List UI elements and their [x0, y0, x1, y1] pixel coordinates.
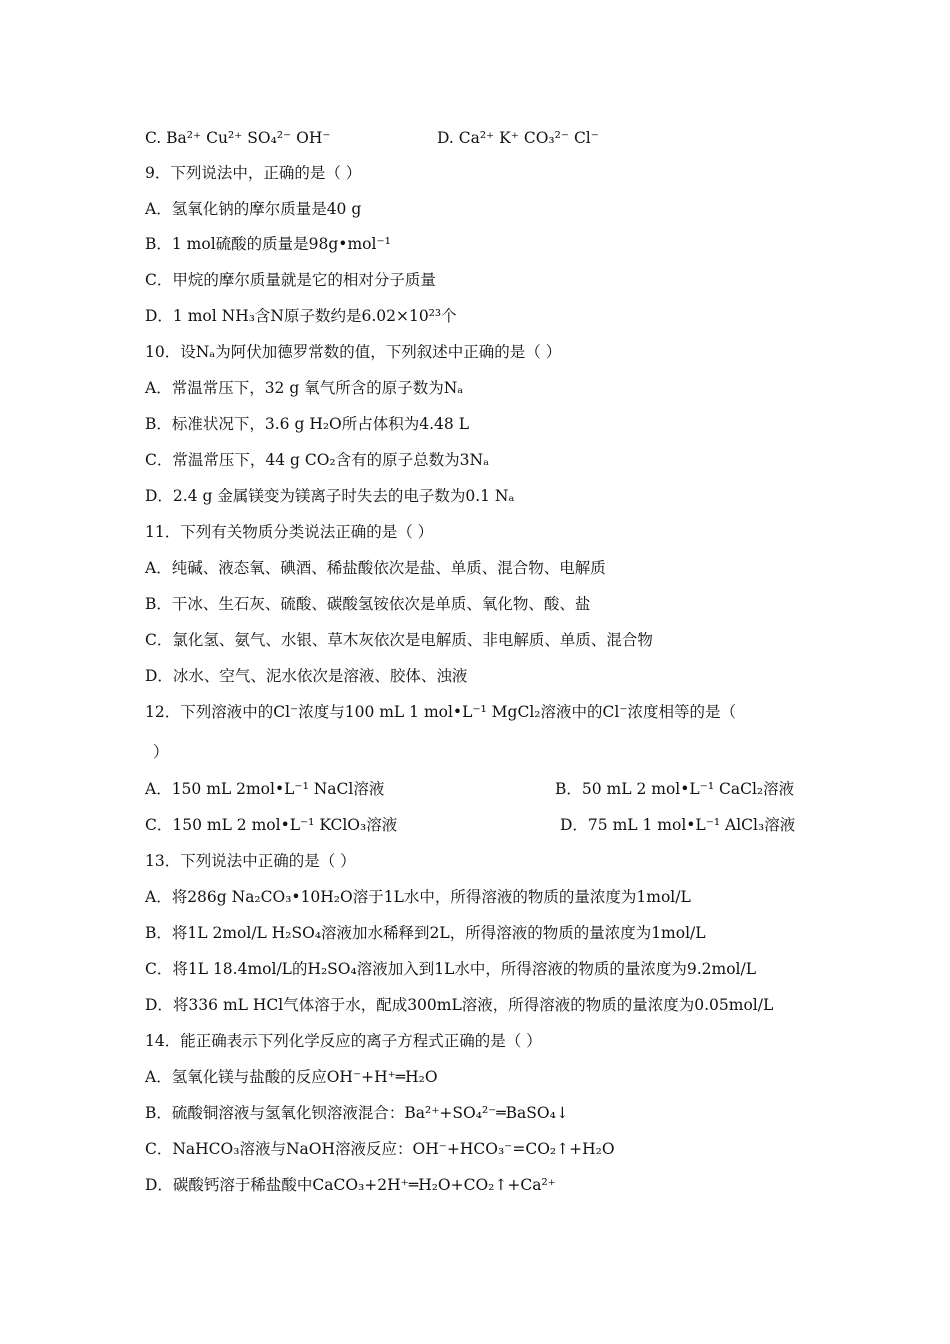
option-11b: B．干冰、生石灰、硫酸、碳酸氢铵依次是单质、氧化物、酸、盐 — [145, 595, 591, 613]
question-11: 11．下列有关物质分类说法正确的是（ ） — [145, 523, 434, 541]
option-12b: B．50 mL 2 mol•L⁻¹ CaCl₂溶液 — [555, 780, 795, 798]
option-12a: A．150 mL 2mol•L⁻¹ NaCl溶液 — [145, 780, 385, 798]
option-14d: D．碳酸钙溶于稀盐酸中CaCO₃+2H⁺═H₂O+CO₂↑+Ca²⁺ — [145, 1176, 556, 1194]
question-13: 13．下列说法中正确的是（ ） — [145, 852, 356, 870]
question-14: 14．能正确表示下列化学反应的离子方程式正确的是（ ） — [145, 1032, 542, 1050]
option-9b: B．1 mol硫酸的质量是98g•mol⁻¹ — [145, 235, 391, 253]
line-d-ions: D. Ca²⁺ K⁺ CO₃²⁻ Cl⁻ — [437, 129, 599, 147]
option-13c: C．将1L 18.4mol/L的H₂SO₄溶液加入到1L水中，所得溶液的物质的量浓度为9.2mol/L — [145, 960, 757, 978]
option-10c: C．常温常压下，44 g CO₂含有的原子总数为3Nₐ — [145, 451, 490, 469]
option-9d: D．1 mol NH₃含N原子数约是6.02×10²³个 — [145, 307, 457, 325]
option-10a: A．常温常压下，32 g 氧气所含的原子数为Nₐ — [145, 379, 464, 397]
question-9: 9．下列说法中，正确的是（ ） — [145, 164, 362, 182]
option-14b: B．硫酸铜溶液与氢氧化钡溶液混合：Ba²⁺+SO₄²⁻═BaSO₄↓ — [145, 1104, 569, 1122]
question-12-paren: ） — [153, 743, 169, 761]
option-11d: D．冰水、空气、泥水依次是溶液、胶体、浊液 — [145, 667, 468, 685]
option-14a: A．氢氧化镁与盐酸的反应OH⁻+H⁺═H₂O — [145, 1068, 438, 1086]
option-14c: C．NaHCO₃溶液与NaOH溶液反应：OH⁻+HCO₃⁻=CO₂↑+H₂O — [145, 1140, 615, 1158]
option-9a: A．氢氧化钠的摩尔质量是40 g — [145, 200, 362, 218]
option-11a: A．纯碱、液态氧、碘酒、稀盐酸依次是盐、单质、混合物、电解质 — [145, 559, 606, 577]
option-13a: A．将286g Na₂CO₃•10H₂O溶于1L水中，所得溶液的物质的量浓度为1mol/L — [145, 888, 691, 906]
option-10b: B．标准状况下，3.6 g H₂O所占体积为4.48 L — [145, 415, 469, 433]
option-12d: D．75 mL 1 mol•L⁻¹ AlCl₃溶液 — [560, 816, 796, 834]
option-13b: B．将1L 2mol/L H₂SO₄溶液加水稀释到2L，所得溶液的物质的量浓度为1mol/L — [145, 924, 706, 942]
option-11c: C．氯化氢、氨气、水银、草木灰依次是电解质、非电解质、单质、混合物 — [145, 631, 653, 649]
line-c-ions: C. Ba²⁺ Cu²⁺ SO₄²⁻ OH⁻ — [145, 129, 331, 147]
option-9c: C．甲烷的摩尔质量就是它的相对分子质量 — [145, 271, 436, 289]
option-13d: D．将336 mL HCl气体溶于水，配成300mL溶液，所得溶液的物质的量浓度为0.05mol/L — [145, 996, 774, 1014]
question-12: 12．下列溶液中的Cl⁻浓度与100 mL 1 mol•L⁻¹ MgCl₂溶液中的Cl⁻浓度相等的是（ — [145, 703, 737, 721]
question-10: 10．设Nₐ为阿伏加德罗常数的值，下列叙述中正确的是（ ） — [145, 343, 562, 361]
option-10d: D．2.4 g 金属镁变为镁离子时失去的电子数为0.1 Nₐ — [145, 487, 515, 505]
option-12c: C．150 mL 2 mol•L⁻¹ KClO₃溶液 — [145, 816, 398, 834]
